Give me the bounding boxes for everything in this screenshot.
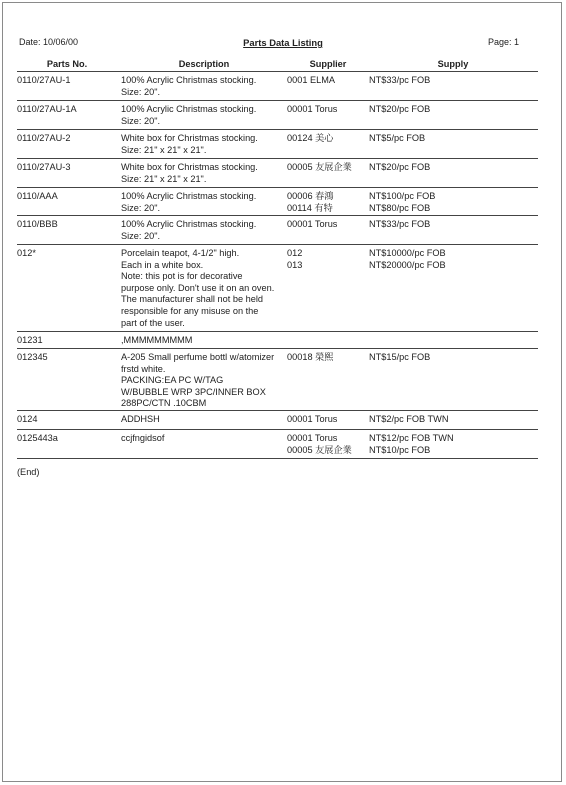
- supply-cell-line: NT$10/pc FOB: [369, 444, 431, 455]
- supplier-cell: [287, 133, 367, 145]
- supplier-cell-line: 013: [287, 259, 303, 270]
- supplier-cell-line: 00001 Torus: [287, 414, 338, 424]
- supplier-cell: [287, 352, 367, 364]
- supply-cell: [369, 191, 479, 214]
- supply-cell-line: NT$12/pc FOB TWN: [369, 433, 454, 443]
- row-rule: [17, 158, 538, 159]
- supply-cell: [369, 248, 479, 271]
- supply-cell: [369, 104, 479, 116]
- part-number-cell: 012*: [17, 248, 36, 258]
- page-number: Page: 1: [487, 37, 519, 47]
- description-cell-line: Size: 20".: [121, 86, 161, 97]
- description-cell-line: Size: 21" x 21" x 21".: [121, 144, 207, 155]
- column-header-supply: Supply: [437, 59, 469, 69]
- supplier-cell-line: 00124 美心: [287, 133, 334, 143]
- supply-cell: [369, 433, 479, 456]
- description-cell-line: 288PC/CTN .10CBM: [121, 398, 207, 409]
- column-header-description: Description: [178, 59, 230, 69]
- description-cell: [121, 219, 283, 242]
- description-cell-line: 100% Acrylic Christmas stocking.: [121, 104, 257, 114]
- description-cell-line: responsible for any misuse on the: [121, 305, 259, 316]
- supplier-cell: [287, 248, 367, 271]
- report-date: Date: 10/06/00: [19, 37, 79, 47]
- row-rule: [17, 244, 538, 245]
- supply-cell-line: NT$20/pc FOB: [369, 162, 431, 172]
- part-number-cell: 0124: [17, 414, 38, 424]
- description-cell: [121, 248, 283, 329]
- row-rule: [17, 429, 538, 430]
- supply-cell-line: NT$15/pc FOB: [369, 352, 431, 362]
- description-cell-line: Size: 20".: [121, 115, 161, 126]
- supply-cell: [369, 414, 479, 426]
- supplier-cell: [287, 191, 367, 214]
- description-cell-line: Size: 21" x 21" x 21".: [121, 173, 207, 184]
- row-rule: [17, 348, 538, 349]
- row-rule: [17, 331, 538, 332]
- supply-cell-line: NT$2/pc FOB TWN: [369, 414, 449, 424]
- description-cell-line: ccjfngidsof: [121, 433, 165, 443]
- supplier-cell: [287, 104, 367, 116]
- description-cell-line: 100% Acrylic Christmas stocking.: [121, 75, 257, 85]
- description-cell: [121, 75, 283, 98]
- description-cell: [121, 104, 283, 127]
- supplier-cell-line: 00018 榮熙: [287, 352, 334, 362]
- description-cell-line: Each in a white box.: [121, 259, 204, 270]
- description-cell: [121, 191, 283, 214]
- part-number-cell: 0110/AAA: [17, 191, 58, 201]
- supply-cell-line: NT$20/pc FOB: [369, 104, 431, 114]
- supply-cell: [369, 75, 479, 87]
- column-header-supplier: Supplier: [309, 59, 347, 69]
- supply-cell: [369, 352, 479, 364]
- part-number-cell: 01231: [17, 335, 43, 345]
- report-title: Parts Data Listing: [243, 37, 323, 48]
- row-rule: [17, 100, 538, 101]
- supply-cell-line: NT$20000/pc FOB: [369, 259, 446, 270]
- description-cell-line: White box for Christmas stocking.: [121, 133, 258, 143]
- header-rule: [17, 71, 538, 72]
- description-cell-line: 100% Acrylic Christmas stocking.: [121, 219, 257, 229]
- supplier-cell-line: 00001 Torus: [287, 104, 338, 114]
- row-rule: [17, 129, 538, 130]
- description-cell-line: W/BUBBLE WRP 3PC/INNER BOX: [121, 386, 266, 397]
- part-number-cell: 0110/27AU-2: [17, 133, 71, 143]
- description-cell-line: Porcelain teapot, 4-1/2" high.: [121, 248, 240, 258]
- column-header-parts-no: Parts No.: [46, 59, 88, 69]
- row-rule: [17, 458, 538, 459]
- part-number-cell: 012345: [17, 352, 48, 362]
- supplier-cell-line: 012: [287, 248, 303, 258]
- description-cell-line: ,MMMMMMMMM: [121, 335, 193, 345]
- description-cell-line: frstd white.: [121, 363, 166, 374]
- supply-cell: [369, 219, 479, 231]
- row-rule: [17, 187, 538, 188]
- description-cell-line: PACKING:EA PC W/TAG: [121, 375, 224, 386]
- description-cell-line: White box for Christmas stocking.: [121, 162, 258, 172]
- description-cell-line: part of the user.: [121, 317, 185, 328]
- description-cell: [121, 433, 283, 445]
- supplier-cell-line: 00001 Torus: [287, 433, 338, 443]
- supply-cell-line: NT$5/pc FOB: [369, 133, 426, 143]
- description-cell: [121, 335, 283, 347]
- row-rule: [17, 410, 538, 411]
- supplier-cell-line: 00005 友展企業: [287, 444, 352, 455]
- description-cell-line: Size: 20".: [121, 230, 161, 241]
- supplier-cell-line: 00114 有特: [287, 202, 333, 213]
- end-marker: (End): [17, 467, 40, 477]
- description-cell: [121, 133, 283, 156]
- supplier-cell-line: 00006 春鴻: [287, 191, 334, 201]
- report-page: [2, 2, 562, 782]
- part-number-cell: 0110/27AU-3: [17, 162, 71, 172]
- description-cell: [121, 352, 283, 410]
- supply-cell: [369, 162, 479, 174]
- description-cell-line: 100% Acrylic Christmas stocking.: [121, 191, 257, 201]
- description-cell-line: The manufacturer shall not be held: [121, 294, 263, 305]
- description-cell-line: ADDHSH: [121, 414, 160, 424]
- part-number-cell: 0110/27AU-1: [17, 75, 71, 85]
- supply-cell-line: NT$100/pc FOB: [369, 191, 436, 201]
- description-cell: [121, 414, 283, 426]
- supplier-cell-line: 0001 ELMA: [287, 75, 336, 85]
- supplier-cell-line: 00001 Torus: [287, 219, 338, 229]
- part-number-cell: 0110/27AU-1A: [17, 104, 77, 114]
- supply-cell-line: NT$10000/pc FOB: [369, 248, 446, 258]
- supply-cell: [369, 133, 479, 145]
- supply-cell-line: NT$33/pc FOB: [369, 219, 431, 229]
- description-cell: [121, 162, 283, 185]
- supplier-cell: [287, 162, 367, 174]
- description-cell-line: Note: this pot is for decorative: [121, 271, 243, 282]
- part-number-cell: 0110/BBB: [17, 219, 58, 229]
- supply-cell-line: NT$33/pc FOB: [369, 75, 431, 85]
- supply-cell-line: NT$80/pc FOB: [369, 202, 431, 213]
- supplier-cell: [287, 219, 367, 231]
- supplier-cell: [287, 414, 367, 426]
- description-cell-line: Size: 20".: [121, 202, 161, 213]
- description-cell-line: purpose only. Don't use it on an oven.: [121, 282, 275, 293]
- supplier-cell-line: 00005 友展企業: [287, 162, 352, 172]
- description-cell-line: A-205 Small perfume bottl w/atomizer: [121, 352, 275, 362]
- supplier-cell: [287, 433, 367, 456]
- row-rule: [17, 215, 538, 216]
- supplier-cell: [287, 75, 367, 87]
- part-number-cell: 0125443a: [17, 433, 58, 443]
